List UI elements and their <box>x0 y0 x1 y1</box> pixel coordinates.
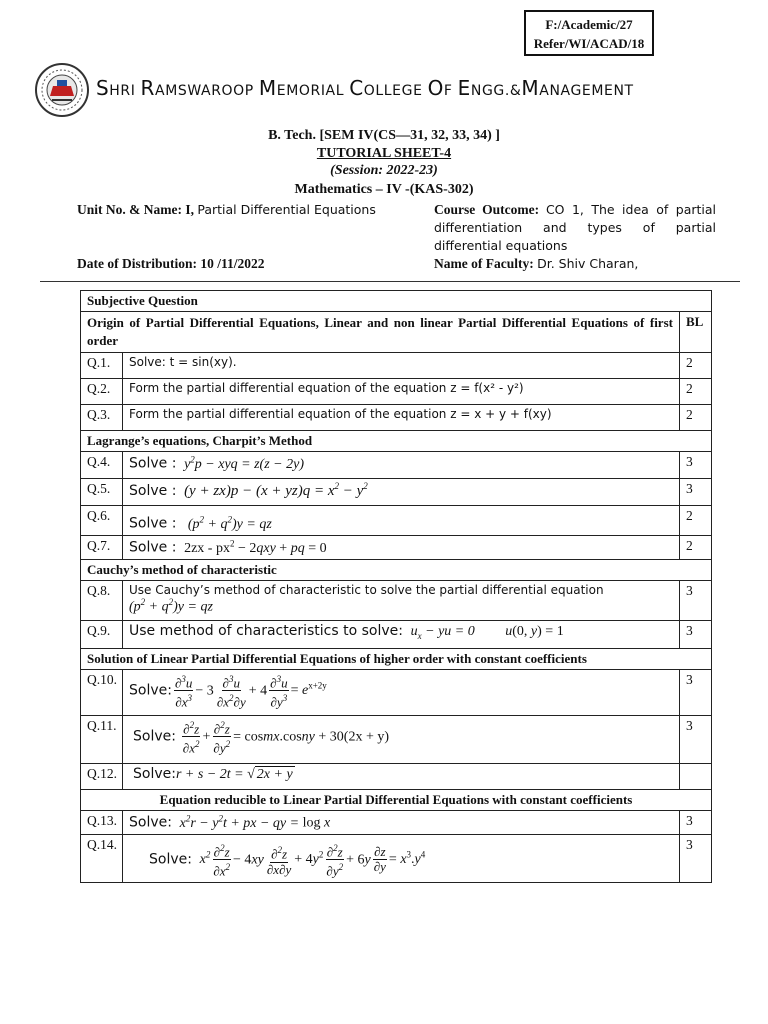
table-row <box>81 431 712 452</box>
table-row <box>81 536 712 560</box>
question-text: Form the partial differential equation of the equation z = f(x² - y²) <box>123 379 680 405</box>
college-name: SHRI RAMSWAROOP MEMORIAL COLLEGE OF ENGG.&MANAGEMENT <box>96 76 634 100</box>
reference-box <box>524 10 654 56</box>
table-row <box>81 506 712 536</box>
divider <box>40 281 740 282</box>
table-row <box>81 649 712 670</box>
bloom-level: 3 <box>679 811 711 835</box>
faculty-name: Name of Faculty: Dr. Shiv Charan, <box>434 256 639 271</box>
section-heading: Equation reducible to Linear Partial Differential Equations with constant coefficients <box>81 790 712 811</box>
bloom-level: 3 <box>679 621 711 649</box>
bloom-level: 2 <box>679 379 711 405</box>
question-number: Q.8. <box>81 581 123 621</box>
bloom-level: 3 <box>679 716 711 764</box>
bloom-level: 3 <box>679 479 711 506</box>
ref-line-1: F:/Academic/27 <box>545 17 633 32</box>
table-row <box>81 560 712 581</box>
table-row <box>81 835 712 883</box>
question-text: Solve: $\frac{\partial^3u}{\partial x^3}$ − 3 $\frac{\partial^3u}{\partial x^2\partial y}$ + 4 $\frac{\partial^3u}{\partial y^3}$ = $e^{x+2y}$ <box>123 670 680 716</box>
section-heading: Cauchy’s method of characteristic <box>81 560 712 581</box>
table-row <box>81 291 712 312</box>
course-outcome: Course Outcome: CO 1, The idea of partial differentiation and types of partial differential equations <box>434 202 717 253</box>
question-text: Solve: $\frac{\partial^2z}{\partial x^2}$ + $\frac{\partial^2z}{\partial y^2}$ = cosmx.cosny + 30(2x + y) <box>123 716 680 764</box>
table-row <box>81 312 712 353</box>
question-number: Q.3. <box>81 405 123 431</box>
question-text: Solve : $y^2p$ − xyq = z(z − 2y) <box>123 452 680 479</box>
question-text: Solve: $x^2$ $\frac{\partial^2z}{\partial x^2}$ − 4xy $\frac{\partial^2z}{\partial x\partial y}$ + $4y^2$ $\frac{\partial^2z}{\partial y^2}$ + 6y $\frac{\partial z}{\partial y}$ = $x^3.y^4$ <box>123 835 680 883</box>
unit-info: Unit No. & Name: I, Partial Differential Equations <box>77 202 376 217</box>
table-row <box>81 379 712 405</box>
question-number: Q.2. <box>81 379 123 405</box>
subject: Mathematics – IV -(KAS-302) <box>294 182 474 197</box>
question-number: Q.6. <box>81 506 123 536</box>
question-number: Q.12. <box>81 764 123 790</box>
table-row <box>81 621 712 649</box>
question-text: Solve: $x^2r - y^2t$ + px − qy = log x <box>123 811 680 835</box>
section-heading: Lagrange’s equations, Charpit’s Method <box>81 431 712 452</box>
question-number: Q.13. <box>81 811 123 835</box>
ref-line-2: Refer/WI/ACAD/18 <box>533 36 645 51</box>
course-line: B. Tech. [SEM IV(CS—31, 32, 33, 34) ] <box>268 128 500 143</box>
table-row <box>81 452 712 479</box>
question-text: Solve : $(p^2 + q^2)y$ = qz <box>123 506 680 536</box>
question-text: Use method of characteristics to solve: $u_x$ − yu = 0 u(0, y) = 1 <box>123 621 680 649</box>
table-row <box>81 670 712 716</box>
bloom-level: 2 <box>679 405 711 431</box>
question-number: Q.1. <box>81 353 123 379</box>
question-number: Q.4. <box>81 452 123 479</box>
section-heading: Solution of Linear Partial Differential Equations of higher order with constant coefficients <box>81 649 712 670</box>
question-text: Solve: t = sin(xy). <box>123 353 680 379</box>
bloom-level: 2 <box>679 506 711 536</box>
bloom-level: 3 <box>679 581 711 621</box>
question-number: Q.10. <box>81 670 123 716</box>
session: (Session: 2022-23) <box>330 163 438 178</box>
bloom-level: 3 <box>679 452 711 479</box>
bl-header: BL <box>679 312 711 353</box>
table-row <box>81 764 712 790</box>
question-text: Use Cauchy’s method of characteristic to solve the partial differential equation $(p^2 + q^2)y$ = qz <box>123 581 680 621</box>
table-row <box>81 353 712 379</box>
question-text: Solve : $(y + zx)p - (x + yz)q = x^2 - y^2$ <box>123 479 680 506</box>
question-text: Solve:r + s − 2t = √ 2x + y <box>123 764 680 790</box>
table-row <box>81 479 712 506</box>
question-text: Form the partial differential equation of the equation z = x + y + f(xy) <box>123 405 680 431</box>
question-number: Q.11. <box>81 716 123 764</box>
bloom-level <box>679 764 711 790</box>
bloom-level: 3 <box>679 670 711 716</box>
question-text: Solve : $2zx - px^2 - 2qxy$ + pq = 0 <box>123 536 680 560</box>
table-row <box>81 790 712 811</box>
bloom-level: 2 <box>679 353 711 379</box>
table-row <box>81 811 712 835</box>
college-logo-icon <box>34 62 90 118</box>
table-row <box>81 716 712 764</box>
date-of-distribution: Date of Distribution: 10 /11/2022 <box>77 256 265 271</box>
sheet-title: TUTORIAL SHEET-4 <box>316 146 452 161</box>
question-number: Q.14. <box>81 835 123 883</box>
subjective-header: Subjective Question <box>81 291 712 312</box>
bloom-level: 3 <box>679 835 711 883</box>
question-number: Q.7. <box>81 536 123 560</box>
bloom-level: 2 <box>679 536 711 560</box>
table-row <box>81 581 712 621</box>
section-heading: Origin of Partial Differential Equations, Linear and non linear Partial Differential Equations of first order <box>81 312 680 353</box>
question-number: Q.5. <box>81 479 123 506</box>
table-row <box>81 405 712 431</box>
tutorial-table <box>80 290 712 883</box>
question-number: Q.9. <box>81 621 123 649</box>
